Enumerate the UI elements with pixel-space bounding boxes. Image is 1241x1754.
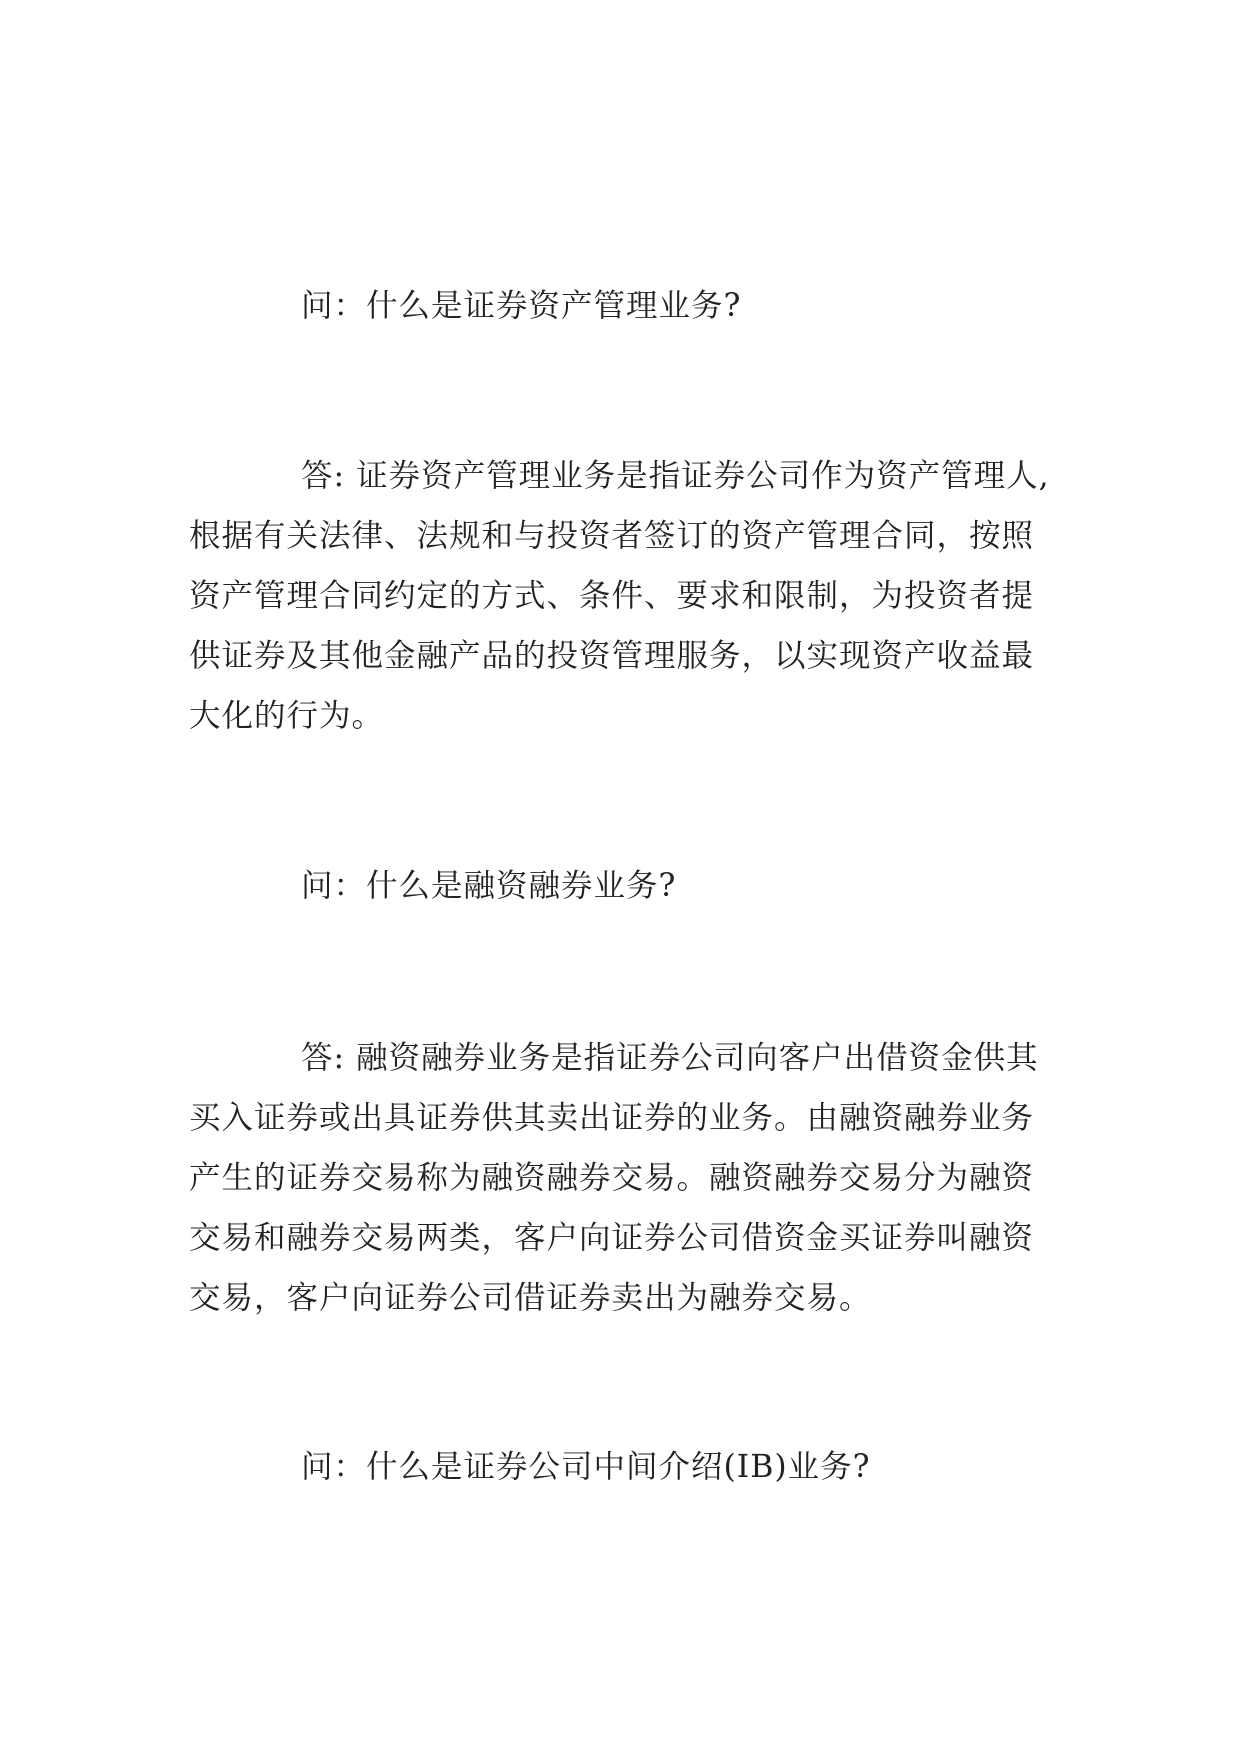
question-2-text: 问：什么是融资融券业务? [301,868,677,904]
answer-1-line-4: 供证券及其他金融产品的投资管理服务，以实现资产收益最 [189,638,1035,674]
answer-1-line-3: 资产管理合同约定的方式、条件、要求和限制，为投资者提 [189,578,1035,614]
answer-1-line-2: 根据有关法律、法规和与投资者签订的资产管理合同，按照 [189,518,1035,554]
answer-2-line-3: 产生的证券交易称为融资融券交易。融资融券交易分为融资 [189,1160,1035,1196]
answer-2-line-2: 买入证券或出具证券供其卖出证券的业务。由融资融券业务 [189,1100,1035,1136]
question-1 [301,276,741,336]
answer-1 [189,446,1050,746]
question-3-text: 问：什么是证券公司中间介绍(IB)业务? [301,1449,871,1485]
question-2 [301,856,676,916]
question-3 [301,1437,871,1497]
answer-2 [189,1028,1039,1328]
answer-1-line-1: 答: 证券资产管理业务是指证券公司作为资产管理人, [301,458,1050,494]
answer-2-line-1: 答: 融资融券业务是指证券公司向客户出借资金供其 [301,1040,1039,1076]
question-1-text: 问：什么是证券资产管理业务? [301,288,742,324]
answer-2-line-5: 交易，客户向证券公司借证券卖出为融券交易。 [189,1280,872,1316]
answer-1-line-5: 大化的行为。 [189,698,385,734]
answer-2-line-4: 交易和融券交易两类，客户向证券公司借资金买证券叫融资 [189,1220,1035,1256]
